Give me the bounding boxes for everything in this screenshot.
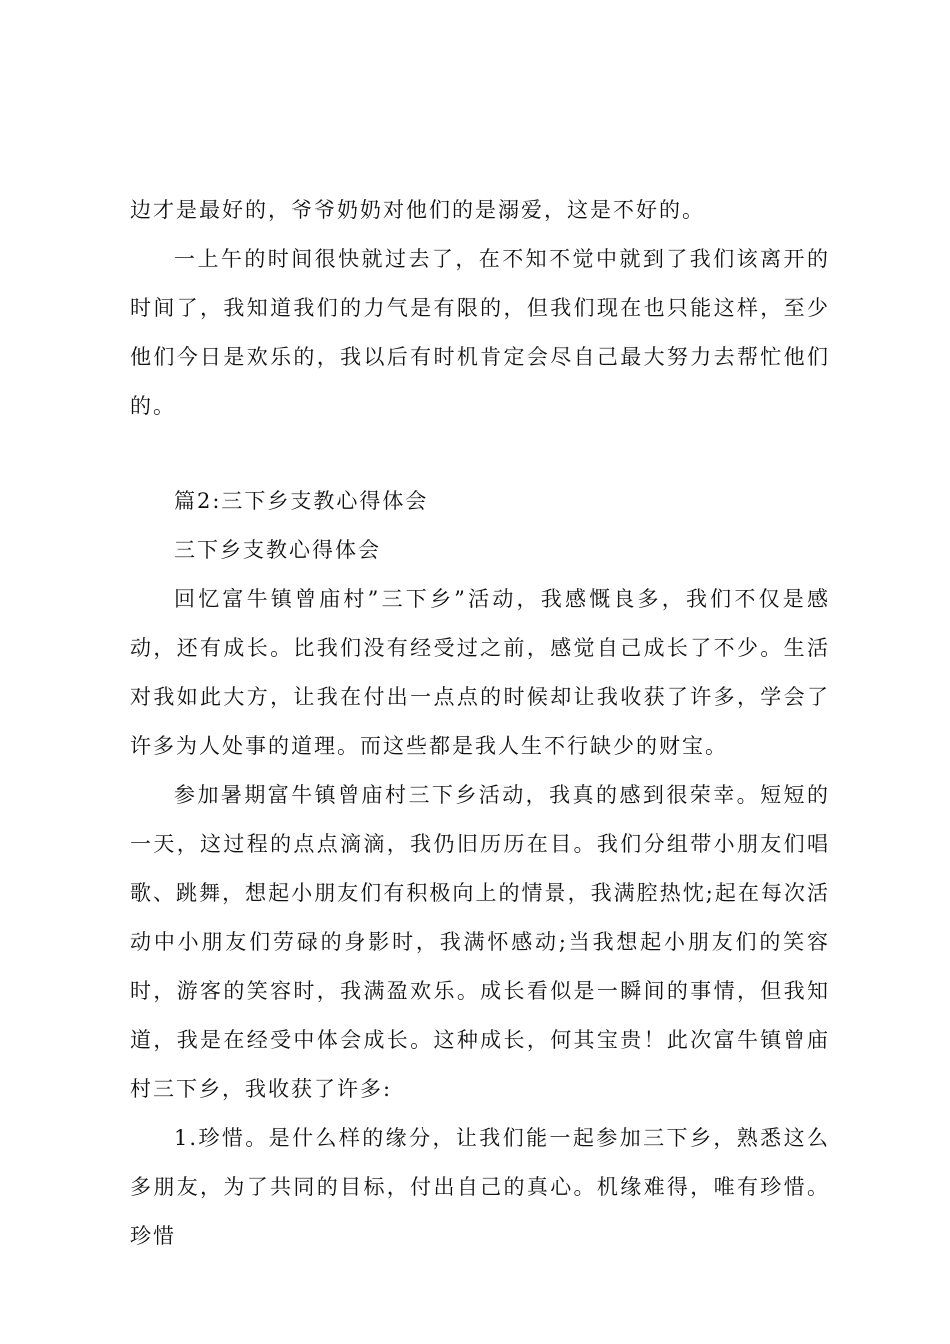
section-title: 三下乡支教心得体会 <box>174 538 381 562</box>
paragraph: 1.珍惜。是什么样的缘分，让我们能一起参加三下乡，熟悉这么多朋友，为了共同的目标，付出自己的真心。机缘难得，唯有珍惜。珍惜 <box>130 1126 830 1248</box>
document-body <box>130 186 830 1261</box>
paragraph: 参加暑期富牛镇曾庙村三下乡活动，我真的感到很荣幸。短短的一天，这过程的点点滴滴，我仍旧历历在目。我们分组带小朋友们唱歌、跳舞，想起小朋友们有积极向上的情景，我满腔热忱;起在每次活动中小朋友们劳碌的身影时，我满怀感动;当我想起小朋友们的笑容时，游客的笑容时，我满盈欢乐。成长看似是一瞬间的事情，但我知道，我是在经受中体会成长。这种成长，何其宝贵！此次富牛镇曾庙村三下乡，我收获了许多: <box>130 783 830 1101</box>
paragraph: 回忆富牛镇曾庙村”三下乡”活动，我感慨良多，我们不仅是感动，还有成长。比我们没有经受过之前，感觉自己成长了不少。生活对我如此大方，让我在付出一点点的时候却让我收获了许多，学会了许多为人处事的道理。而这些都是我人生不行缺少的财宝。 <box>130 587 830 758</box>
paragraph-continued: 边才是最好的，爷爷奶奶对他们的是溺爱，这是不好的。 <box>130 198 705 222</box>
section-gap <box>130 431 830 477</box>
section-heading: 篇2:三下乡支教心得体会 <box>174 489 429 513</box>
paragraph: 一上午的时间很快就过去了，在不知不觉中就到了我们该离开的时间了，我知道我们的力气是有限的，但我们现在也只能这样，至少他们今日是欢乐的，我以后有时机肯定会尽自己最大努力去帮忙他们的。 <box>130 247 830 418</box>
